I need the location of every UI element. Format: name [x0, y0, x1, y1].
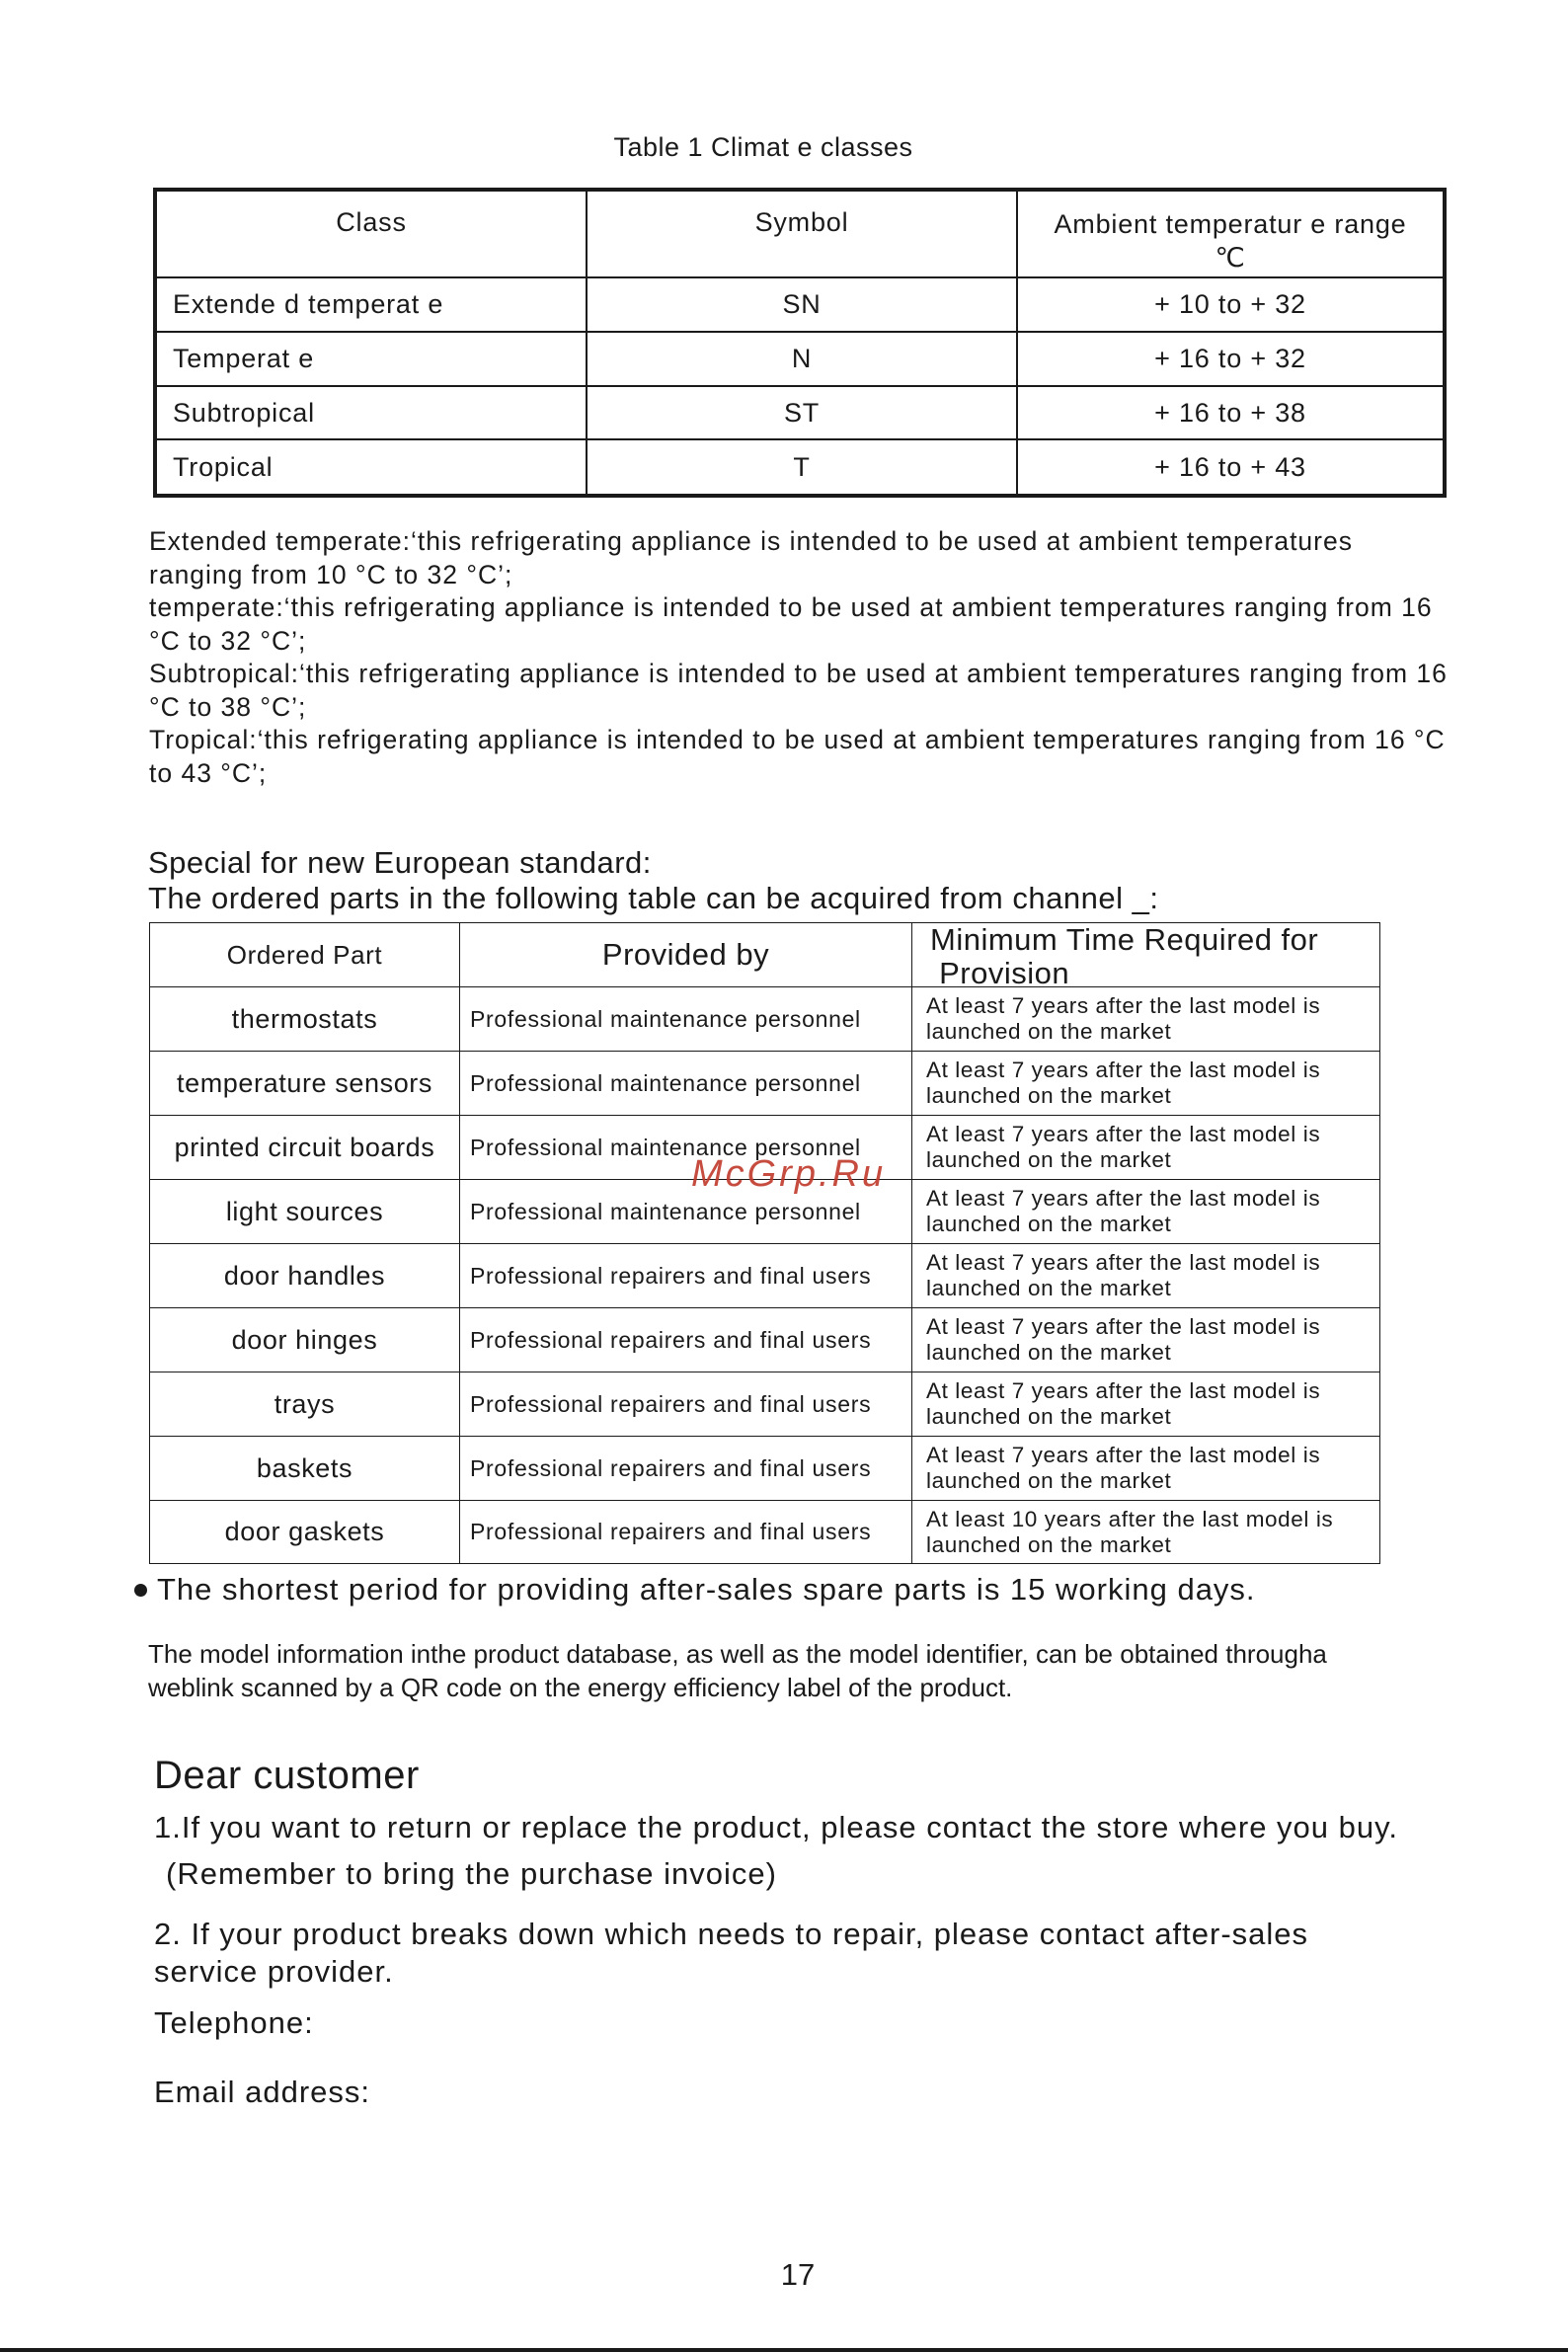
note-temperate: temperate:‘this refrigerating appliance is intended to be used at ambient temperatures ranging from 16 °C to 32 °C’; [149, 592, 1433, 656]
header-ordered-part: Ordered Part [150, 923, 460, 986]
page-number: 17 [780, 2257, 816, 2292]
table-row [150, 1244, 1379, 1308]
min-time-line2: launched on the market [926, 1083, 1172, 1108]
min-time-cell [912, 1116, 1378, 1179]
email-label: Email address: [154, 2075, 371, 2109]
range-cell: + 16 to + 38 [1154, 397, 1306, 428]
min-time-cell [912, 987, 1378, 1051]
bullet-dot-icon [134, 1584, 147, 1597]
provided-by-cell: Professional repairers and final users [460, 1437, 912, 1500]
provided-by-cell: Professional repairers and final users [460, 1308, 912, 1372]
model-info-paragraph [148, 1637, 1432, 1704]
min-time-line1: At least 10 years after the last model is [926, 1506, 1334, 1531]
range-cell: + 16 to + 43 [1154, 451, 1306, 482]
header-min-time-line1: Minimum Time Required for [930, 922, 1319, 957]
provided-by-cell: Professional maintenance personnel [460, 1116, 912, 1179]
header-provided-by: Provided by [460, 923, 912, 986]
header-class: Class [157, 192, 588, 276]
table-row [157, 278, 1443, 333]
special-standard-subtitle: The ordered parts in the following table can be acquired from channel _: [148, 881, 1159, 915]
telephone-label: Telephone: [154, 2005, 314, 2040]
min-time-cell [912, 1372, 1378, 1436]
header-range-line1: Ambient temperatur e range [1054, 209, 1407, 239]
table-row [157, 333, 1443, 387]
class-cell: Extende d temperat e [157, 278, 588, 331]
part-cell: light sources [150, 1180, 460, 1243]
class-cell: Tropical [157, 440, 588, 494]
header-min-time [912, 922, 1378, 990]
customer-item-1: 1.If you want to return or replace the product, please contact the store where you buy. [154, 1810, 1398, 1844]
table-caption: Table 1 Climat e classes [613, 132, 913, 162]
provided-by-cell: Professional repairers and final users [460, 1501, 912, 1563]
header-range-unit: ℃ [1215, 243, 1246, 273]
provided-by-cell: Professional maintenance personnel [460, 987, 912, 1051]
part-cell: door gaskets [150, 1501, 460, 1563]
table-row [150, 1308, 1379, 1372]
climate-classes-table [153, 188, 1447, 498]
table-row [150, 1052, 1379, 1116]
min-time-line2: launched on the market [926, 1468, 1172, 1493]
provided-by-cell: Professional maintenance personnel [460, 1180, 912, 1243]
customer-item-2-line1: 2. If your product breaks down which needs to repair, please contact after-sales [154, 1917, 1309, 1951]
min-time-line1: At least 7 years after the last model is [926, 1122, 1321, 1146]
special-standard-title: Special for new European standard: [148, 845, 652, 880]
provided-by-cell: Professional repairers and final users [460, 1372, 912, 1436]
min-time-line1: At least 7 years after the last model is [926, 1186, 1321, 1211]
part-cell: printed circuit boards [150, 1116, 460, 1179]
customer-item-2-line2: service provider. [154, 1954, 394, 1989]
min-time-line2: launched on the market [926, 1212, 1172, 1236]
min-time-line1: At least 7 years after the last model is [926, 1378, 1321, 1403]
note-extended-temperate: Extended temperate:‘this refrigerating appliance is intended to be used at ambient temperatures ranging from 10 °C to 32 °C’; [149, 526, 1353, 589]
min-time-cell [912, 1244, 1378, 1307]
min-time-line1: At least 7 years after the last model is [926, 1250, 1321, 1275]
symbol-cell: SN [588, 278, 1018, 331]
dear-customer-title: Dear customer [154, 1754, 420, 1797]
bottom-border [0, 2348, 1568, 2352]
header-min-time-line2: Provision [930, 956, 1070, 990]
provided-by-cell: Professional maintenance personnel [460, 1052, 912, 1115]
class-cell: Subtropical [157, 387, 588, 438]
min-time-line1: At least 7 years after the last model is [926, 1443, 1321, 1467]
note-subtropical: Subtropical:‘this refrigerating appliance is intended to be used at ambient temperatures ranging from 16 °C to 38 °C’; [149, 659, 1448, 722]
note-tropical: Tropical:‘this refrigerating appliance is intended to be used at ambient temperatures ranging from 16 °C to 43 °C’; [149, 725, 1446, 788]
table-row [157, 440, 1443, 494]
table-header-row [150, 922, 1379, 990]
header-range [1018, 192, 1443, 276]
min-time-cell [912, 1052, 1378, 1115]
min-time-line2: launched on the market [926, 1404, 1172, 1429]
min-time-line2: launched on the market [926, 1019, 1172, 1044]
provided-by-cell: Professional repairers and final users [460, 1244, 912, 1307]
min-time-line1: At least 7 years after the last model is [926, 1058, 1321, 1082]
ordered-parts-table [149, 922, 1380, 1564]
spare-parts-bullet [134, 1572, 1256, 1607]
table-row [150, 1437, 1379, 1501]
range-cell: + 16 to + 32 [1154, 344, 1306, 373]
part-cell: thermostats [150, 987, 460, 1051]
table-row [150, 1372, 1379, 1437]
symbol-cell: T [588, 440, 1018, 494]
min-time-line2: launched on the market [926, 1340, 1172, 1365]
class-cell: Temperat e [157, 333, 588, 385]
climate-class-notes [149, 525, 1452, 790]
bullet-text: The shortest period for providing after-sales spare parts is 15 working days. [157, 1572, 1256, 1607]
header-symbol: Symbol [588, 192, 1018, 276]
part-cell: trays [150, 1372, 460, 1436]
min-time-line2: launched on the market [926, 1276, 1172, 1300]
table-row [157, 387, 1443, 440]
part-cell: temperature sensors [150, 1052, 460, 1115]
customer-item-1-note: (Remember to bring the purchase invoice) [166, 1856, 777, 1891]
min-time-line1: At least 7 years after the last model is [926, 1314, 1321, 1339]
symbol-cell: ST [588, 387, 1018, 438]
range-cell: + 10 to + 32 [1154, 289, 1306, 319]
model-info-line1: The model information inthe product database, as well as the model identifier, can be obtained througha [148, 1639, 1327, 1669]
part-cell: door hinges [150, 1308, 460, 1372]
min-time-line2: launched on the market [926, 1531, 1172, 1557]
min-time-cell [912, 1437, 1378, 1500]
model-info-line2: weblink scanned by a QR code on the energy efficiency label of the product. [148, 1673, 1013, 1702]
table-header-row [157, 192, 1443, 278]
table-row [150, 1501, 1379, 1563]
min-time-cell [912, 1308, 1378, 1372]
min-time-cell [912, 1501, 1378, 1563]
min-time-line2: launched on the market [926, 1147, 1172, 1172]
min-time-cell [912, 1180, 1378, 1243]
part-cell: door handles [150, 1244, 460, 1307]
watermark: McGrp.Ru [691, 1153, 887, 1195]
part-cell: baskets [150, 1437, 460, 1500]
symbol-cell: N [588, 333, 1018, 385]
min-time-line1: At least 7 years after the last model is [926, 993, 1321, 1018]
table-row [150, 987, 1379, 1052]
